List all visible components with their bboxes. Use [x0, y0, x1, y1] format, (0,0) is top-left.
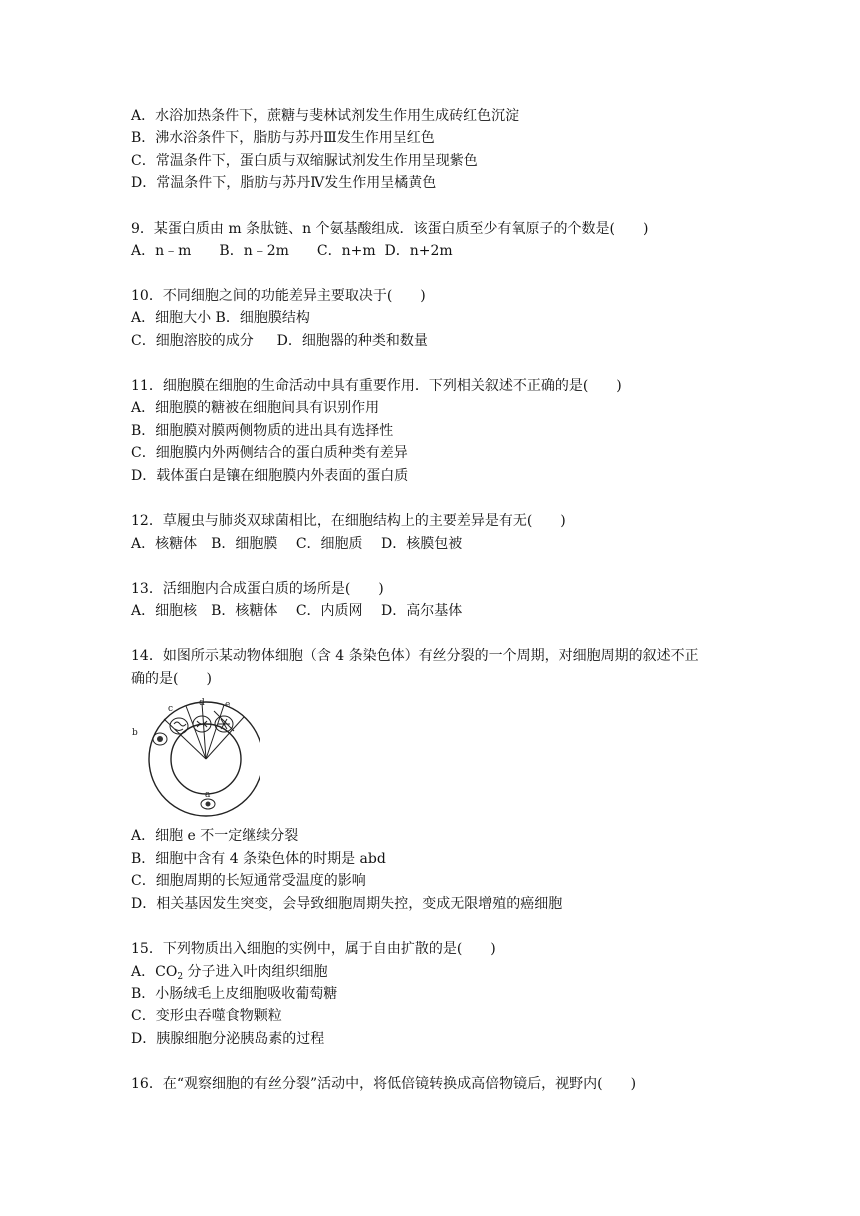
cell-c	[170, 718, 188, 734]
phase-divider-lines	[164, 703, 244, 759]
figure-label-b: b	[132, 728, 138, 738]
q15-option-a-suffix: 分子进入叶肉组织细胞	[183, 964, 328, 980]
q9-options: A．n﹣m B．n﹣2m C．n+m D．n+2m	[131, 243, 453, 259]
q11-option-d: D．载体蛋白是镶在细胞膜内外表面的蛋白质	[131, 468, 409, 484]
q9-stem: 9．某蛋白质由 m 条肽链、n 个氨基酸组成．该蛋白质至少有氧原子的个数是( )	[131, 221, 649, 237]
q13-stem: 13．活细胞内合成蛋白质的场所是( )	[131, 581, 384, 597]
figure-label-a: a	[205, 790, 211, 800]
q15-option-c: C．变形虫吞噬食物颗粒	[131, 1008, 282, 1024]
q11-option-a: A．细胞膜的糖被在细胞间具有识别作用	[131, 400, 380, 416]
q14-option-b: B．细胞中含有 4 条染色体的时期是 abd	[131, 851, 386, 867]
q14-option-c: C．细胞周期的长短通常受温度的影响	[131, 873, 366, 889]
q10-options-row1: A．细胞大小 B．细胞膜结构	[131, 310, 310, 326]
q12-stem: 12．草履虫与肺炎双球菌相比，在细胞结构上的主要差异是有无( )	[131, 513, 566, 529]
q8-option-d: D．常温条件下，脂肪与苏丹Ⅳ发生作用呈橘黄色	[131, 175, 437, 191]
q14-option-a: A．细胞 e 不一定继续分裂	[131, 828, 299, 844]
cell-cycle-figure	[128, 697, 260, 819]
q16-stem: 16．在“观察细胞的有丝分裂”活动中，将低倍镜转换成高倍物镜后，视野内( )	[131, 1076, 637, 1092]
cell-sketches	[153, 716, 233, 809]
q11-option-c: C．细胞膜内外两侧结合的蛋白质种类有差异	[131, 445, 408, 461]
q8-option-c: C．常温条件下，蛋白质与双缩脲试剂发生作用呈现紫色	[131, 153, 478, 169]
q8-option-b: B．沸水浴条件下，脂肪与苏丹Ⅲ发生作用呈红色	[131, 130, 435, 146]
q13-options: A．细胞核 B．核糖体 C．内质网 D．高尔基体	[131, 603, 463, 619]
q15-option-a-prefix: A．CO	[131, 964, 178, 980]
q15-option-a-subscript: 2	[177, 972, 184, 982]
cell-cycle-diagram	[128, 697, 260, 819]
q11-option-b: B．细胞膜对膜两侧物质的进出具有选择性	[131, 423, 394, 439]
q10-stem: 10．不同细胞之间的功能差异主要取决于( )	[131, 288, 426, 304]
q11-stem: 11．细胞膜在细胞的生命活动中具有重要作用．下列相关叙述不正确的是( )	[131, 378, 622, 394]
q12-options: A．核糖体 B．细胞膜 C．细胞质 D．核膜包被	[131, 536, 463, 552]
q14-option-d: D．相关基因发生突变，会导致细胞周期失控，变成无限增殖的癌细胞	[131, 896, 563, 912]
q8-option-a: A．水浴加热条件下，蔗糖与斐林试剂发生作用生成砖红色沉淀	[131, 108, 520, 124]
figure-label-c: c	[168, 704, 174, 714]
q10-options-row2: C．细胞溶胶的成分 D．细胞器的种类和数量	[131, 333, 428, 349]
figure-label-d: d	[199, 698, 205, 708]
q15-stem: 15．下列物质出入细胞的实例中，属于自由扩散的是( )	[131, 941, 496, 957]
q15-option-b: B．小肠绒毛上皮细胞吸收葡萄糖	[131, 986, 338, 1002]
q15-option-d: D．胰腺细胞分泌胰岛素的过程	[131, 1031, 325, 1047]
figure-label-e: e	[225, 700, 231, 710]
q14-stem-line2: 确的是( )	[131, 671, 212, 687]
q14-stem-line1: 14．如图所示某动物体细胞（含 4 条染色体）有丝分裂的一个周期，对细胞周期的叙述不正	[131, 648, 699, 664]
